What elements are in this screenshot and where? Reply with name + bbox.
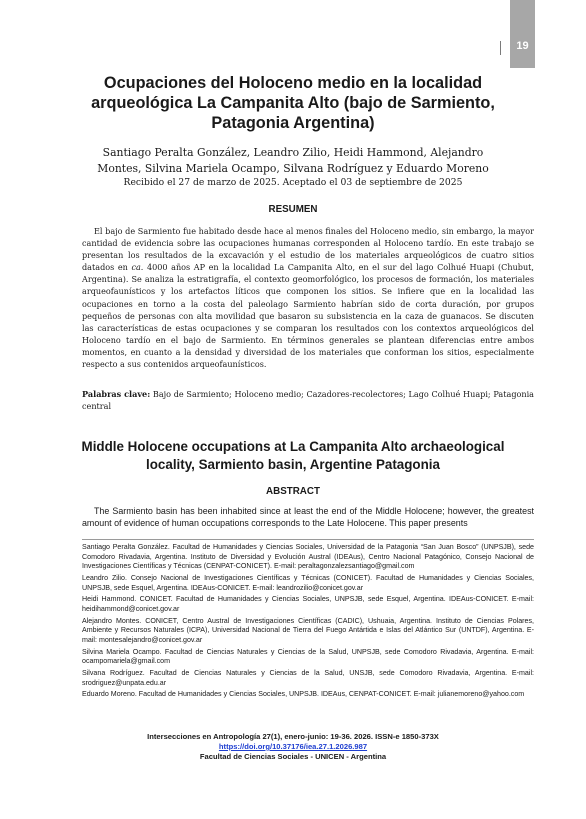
keywords-list: Bajo de Sarmiento; Holoceno medio; Cazadores-recolectores; Lago Colhué Huapi; Patagonia central [82,389,534,412]
keywords [82,388,534,412]
article-title: Ocupaciones del Holoceno medio en la localidad arqueológica La Campanita Alto (bajo de Sarmiento, Patagonia Argentina) [91,74,495,132]
footnote-rule [82,539,534,540]
journal-footer [80,732,506,762]
affiliation-ocampo: Silvina Mariela Ocampo. Facultad de Ciencias Naturales y Ciencias de la Salud, UNPSJB, sede Comodoro Rivadavia, Argentina. E-mail: ocampomariela@gmail.com [82,647,534,666]
keywords-label: Palabras clave: [82,389,151,399]
author-affiliations [82,543,534,702]
header-divider [500,41,501,55]
page-number: 19 [516,40,529,52]
received-dates: Recibido el 27 de marzo de 2025. Aceptado el 03 de septiembre de 2025 [123,177,463,188]
affiliation-hammond: Heidi Hammond. CONICET. Facultad de Humanidades y Ciencias Sociales, UNPSJB, sede Esquel, Argentina. IDEAus-CONICET. E-mail: heidihammond@conicet.gov.ar [82,595,534,613]
page-number-tab [510,0,535,68]
doi-link[interactable]: https://doi.org/10.37176/iea.27.1.2026.987 [218,742,368,751]
journal-citation: Intersecciones en Antropología 27(1), enero-junio: 19-36. 2026. ISSN-e 1850-373X [147,732,439,741]
affiliation-peralta-gonzalez: Santiago Peralta González. Facultad de Humanidades y Ciencias Sociales, Universidad de la Patagonia “San Juan Bosco” (UNPSJB), sede Comodoro Rivadavia, Argentina. Instituto de Diversidad y Evolución Austral (IDEAus), Centro Nacional Patagónico, Consejo Nacional de Investigaciones Científicas y Técnicas (CENPAT-CONICET). E-mail: peraltagonzalezsantiago@gmail.com [82,543,534,571]
author-list: Santiago Peralta González, Leandro Zilio, Heidi Hammond, Alejandro Montes, Silvina Mariela Ocampo, Silvana Rodríguez y Eduardo Moreno [97,146,489,175]
affiliation-moreno: Eduardo Moreno. Facultad de Humanidades y Ciencias Sociales, UNPSJB. IDEAus, CENPAT-CONICET. E-mail: julianemoreno@yahoo.com [82,690,525,699]
abstract-heading: ABSTRACT [266,486,320,497]
affiliation-montes: Alejandro Montes. CONICET, Centro Austral de Investigaciones Científicas (CADIC), Ushuaia, Argentina. Instituto de Ciencias Polares, Ambiente y Recursos Naturales (ICPA), Universidad Nacional de Tierra del Fuego Antártida e Islas del Atlántico Sur (UNTDF), Argentina. E-mail: montesalejandro@conicet.gov.ar [82,616,534,644]
publisher-institution: Facultad de Ciencias Sociales - UNICEN - Argentina [199,752,387,761]
abstract-text: The Sarmiento basin has been inhabited since at least the end of the Middle Holocene; however, the greatest amount of evidence of human occupations corresponds to the Late Holocene. This paper presents [82,506,534,529]
resumen-heading: RESUMEN [268,204,318,215]
english-title: Middle Holocene occupations at La Campanita Alto archaeological locality, Sarmiento basin, Argentine Patagonia [81,439,505,472]
affiliation-rodriguez: Silvana Rodríguez. Facultad de Ciencias Naturales y Ciencias de la Salud, UNSJB, sede Comodoro Rivadavia, Argentina. E-mail: srodriguez@unpata.edu.ar [82,669,534,687]
affiliation-zilio: Leandro Zilio. Consejo Nacional de Investigaciones Científicas y Técnicas (CONICET). Facultad de Humanidades y Ciencias Sociales, UNPSJB, sede Esquel, Argentina. IDEAus-CONICET. E-mail: leandrozilio@conicet.gov.ar [82,573,534,592]
resumen-text: El bajo de Sarmiento fue habitado desde hace al menos finales del Holoceno medio, sin embargo, la mayor cantidad de evidencia sobre las ocupaciones humanas corresponden al Holoceno tardío. En este trabajo se presentan los resultados de la excavación y el estudio de los materiales arqueológicos de cuatro sitios datados en ca. 4000 años AP en la localidad La Campanita Alto, en el sur del lago Colhué Huapi (Chubut, Argentina). Se analiza la estratigrafía, el contexto geomorfológico, los procesos de formación, los materiales arqueofaunísticos y los artefactos líticos que componen los sitios. Se infiere que en la localidad las ocupaciones en torno a la costa del paleolago Sarmiento habrían sido de corta duración, por grupos pequeños de personas con alta movilidad que basaron su subsistencia en la caza de guanacos. Se discuten las características de estas ocupaciones y se comparan los resultados con los contextos arqueológicos del Holoceno tardío en el bajo de Sarmiento. En términos generales se plantean diferencias entre ambos momentos, en cuanto a la densidad y diversidad de los materiales que conforman los sitios, especialmente respecto a sus contenidos arqueofaunísticos. [82,226,534,370]
